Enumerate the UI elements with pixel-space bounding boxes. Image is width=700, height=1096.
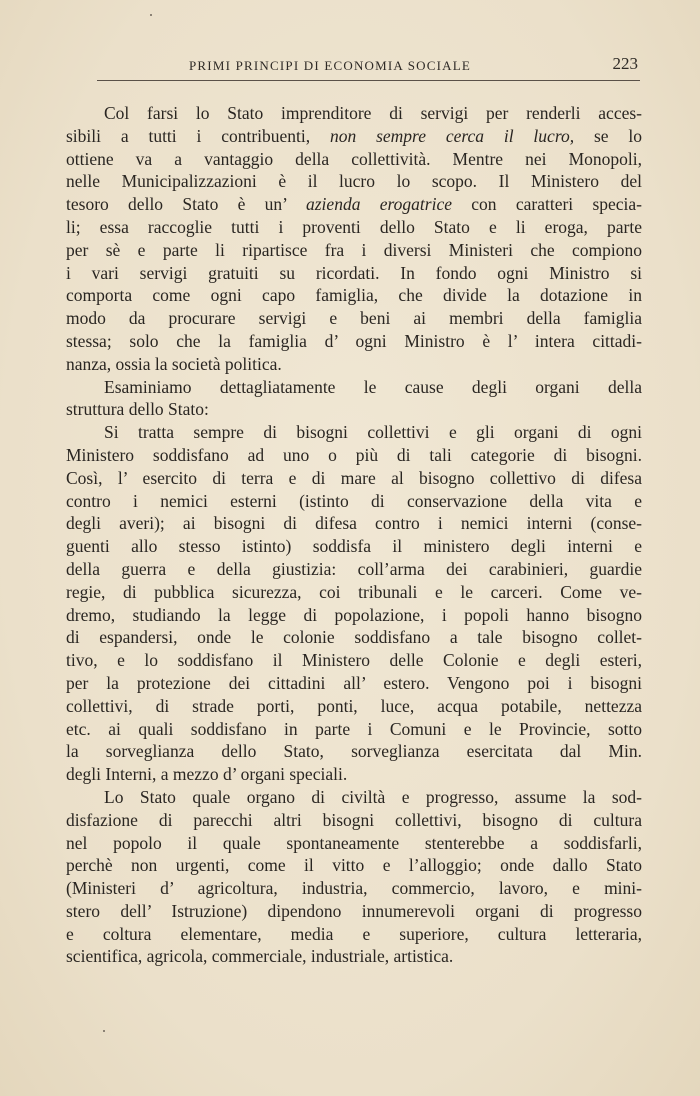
text-segment: li; essa raccoglie tutti i proventi dello Stato e li eroga, parte bbox=[66, 216, 642, 237]
text-line bbox=[66, 490, 642, 513]
text-segment: disfazione di parecchi altri bisogni collettivi, bisogno di cultura bbox=[66, 809, 642, 830]
text-line bbox=[66, 102, 642, 125]
text-line bbox=[66, 649, 642, 672]
text-segment: di espandersi, onde le colonie soddisfano a tale bisogno collet- bbox=[66, 627, 642, 648]
text-segment: degli averi); ai bisogni di difesa contro i nemici interni (conse- bbox=[66, 513, 642, 534]
text-line bbox=[66, 467, 642, 490]
text-line bbox=[66, 923, 642, 946]
text-line bbox=[66, 809, 642, 832]
text-line bbox=[66, 945, 642, 968]
text-line bbox=[66, 284, 642, 307]
text-segment: etc. ai quali soddisfano in parte i Comuni e le Provincie, sotto bbox=[66, 718, 642, 739]
text-segment: Così, l’ esercito di terra e di mare al bisogno collettivo di difesa bbox=[66, 467, 642, 488]
text-segment: della guerra e della giustizia: coll’arma dei carabinieri, guardie bbox=[66, 558, 642, 579]
paper-speck bbox=[103, 1030, 105, 1032]
text-segment: Col farsi lo Stato imprenditore di servigi per renderli acces- bbox=[104, 103, 642, 123]
text-line bbox=[66, 877, 642, 900]
text-line bbox=[66, 832, 642, 855]
text-line bbox=[66, 740, 642, 763]
text-line bbox=[66, 148, 642, 171]
text-segment: nelle Municipalizzazioni è il lucro lo scopo. Il Ministero del bbox=[66, 171, 642, 192]
text-line bbox=[66, 535, 642, 558]
text-line bbox=[66, 718, 642, 741]
text-line bbox=[66, 763, 642, 786]
text-segment: con caratteri specia- bbox=[451, 194, 642, 215]
text-line bbox=[66, 695, 642, 718]
text-line bbox=[66, 307, 642, 330]
text-segment: tesoro dello Stato è un’ bbox=[66, 194, 306, 215]
text-segment: tivo, e lo soddisfano il Ministero delle Colonie e degli esteri, bbox=[66, 650, 642, 671]
text-line bbox=[66, 239, 642, 262]
text-line bbox=[66, 581, 642, 604]
text-line bbox=[66, 125, 642, 148]
text-segment: guenti allo stesso istinto) soddisfa il ministero degli interni e bbox=[66, 536, 642, 557]
text-segment: comporta come ogni capo famiglia, che divide la dotazione in bbox=[66, 285, 642, 306]
italic-phrase: non sempre cerca il lucro, bbox=[329, 125, 575, 146]
text-segment: per sè e parte li ripartisce fra i diversi Ministeri che compiono bbox=[66, 239, 642, 260]
text-line bbox=[66, 786, 642, 809]
text-line bbox=[66, 353, 642, 376]
paper-speck bbox=[150, 14, 152, 16]
text-line bbox=[66, 262, 642, 285]
text-segment: dremo, studiando la legge di popolazione, i popoli hanno bisogno bbox=[66, 604, 642, 625]
text-segment: nanza, ossia la società politica. bbox=[66, 353, 282, 374]
text-segment: se lo bbox=[574, 125, 642, 146]
text-line bbox=[66, 216, 642, 239]
text-segment: per la protezione dei cittadini all’ estero. Vengono poi i bisogni bbox=[66, 672, 642, 693]
text-segment: collettivi, di strade porti, ponti, luce, acqua potabile, nettezza bbox=[66, 695, 642, 716]
text-line bbox=[66, 900, 642, 923]
text-segment: e coltura elementare, media e superiore, cultura letteraria, bbox=[66, 923, 642, 944]
text-segment: Si tratta sempre di bisogni collettivi e gli organi di ogni bbox=[104, 422, 642, 443]
text-segment: Lo Stato quale organo di civiltà e progresso, assume la sod- bbox=[104, 786, 642, 807]
text-line bbox=[66, 398, 642, 421]
text-line bbox=[66, 193, 642, 216]
text-segment: stero dell’ Istruzione) dipendono innumerevoli organi di progresso bbox=[66, 900, 642, 921]
text-segment: regie, di pubblica sicurezza, coi tribunali e le carceri. Come ve- bbox=[66, 581, 642, 602]
text-line bbox=[66, 512, 642, 535]
text-line bbox=[66, 421, 642, 444]
text-line bbox=[66, 672, 642, 695]
text-line bbox=[66, 444, 642, 467]
text-segment: modo da procurare servigi e beni ai membri della famiglia bbox=[66, 308, 642, 329]
text-line bbox=[66, 854, 642, 877]
text-line bbox=[66, 376, 642, 399]
text-segment: la sorveglianza dello Stato, sorveglianza esercitata dal Min. bbox=[66, 741, 642, 762]
text-segment: sibili a tutti i contribuenti, bbox=[66, 125, 330, 146]
text-line bbox=[66, 626, 642, 649]
text-segment: Ministero soddisfano ad uno o più di tali categorie di bisogni. bbox=[66, 444, 642, 465]
text-segment: struttura dello Stato: bbox=[66, 399, 209, 420]
text-segment: scientifica, agricola, commerciale, industriale, artistica. bbox=[66, 946, 454, 967]
text-segment: perchè non urgenti, come il vitto e l’alloggio; onde dallo Stato bbox=[66, 855, 642, 876]
italic-phrase: azienda erogatrice bbox=[306, 194, 452, 215]
text-line bbox=[66, 558, 642, 581]
text-segment: (Ministeri d’ agricoltura, industria, commercio, lavoro, e mini- bbox=[66, 878, 642, 899]
text-segment: contro i nemici esterni (istinto di conservazione della vita e bbox=[66, 490, 642, 511]
text-line bbox=[66, 170, 642, 193]
body-text bbox=[66, 102, 642, 968]
text-segment: Esaminiamo dettagliatamente le cause degli organi della bbox=[104, 376, 642, 397]
text-segment: ottiene va a vantaggio della collettività. Mentre nei Monopoli, bbox=[66, 148, 642, 169]
page-number: 223 bbox=[612, 54, 638, 73]
text-line bbox=[66, 604, 642, 627]
running-header bbox=[97, 54, 640, 81]
text-segment: nel popolo il quale spontaneamente stenterebbe a soddisfarli, bbox=[66, 832, 642, 853]
running-title: PRIMI PRINCIPI DI ECONOMIA SOCIALE bbox=[189, 58, 472, 73]
text-segment: i vari servigi gratuiti su ricordati. In fondo ogni Ministro si bbox=[66, 262, 642, 283]
text-segment: degli Interni, a mezzo d’ organi speciali. bbox=[66, 764, 348, 785]
text-segment: stessa; solo che la famiglia d’ ogni Ministro è l’ intera cittadi- bbox=[66, 330, 642, 351]
text-line bbox=[66, 330, 642, 353]
